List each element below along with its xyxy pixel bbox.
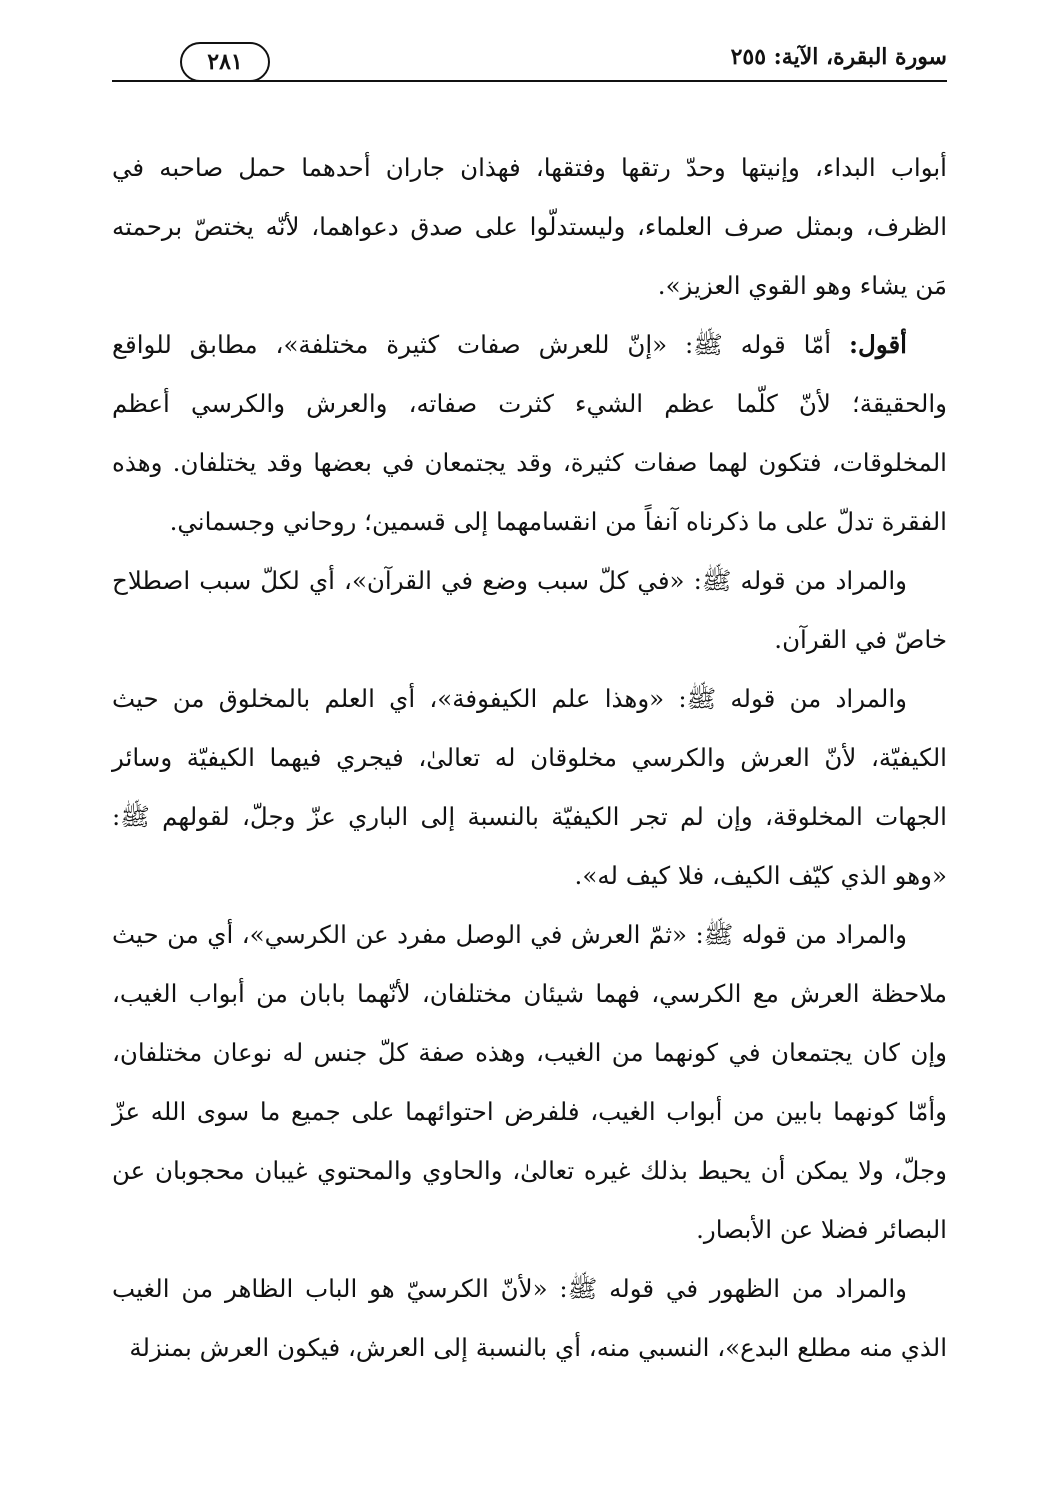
running-title: سورة البقرة، الآية: ٢٥٥ xyxy=(730,44,947,70)
paragraph-text: والمراد من قوله ﷺ: «ثمّ العرش في الوصل مفرد عن الكرسي»، أي من حيث ملاحظة العرش مع الكرسي، فهما شيئان مختلفان، لأنّهما بابان من أبواب الغيب، وإن كان يجتمعان في كونهما من الغيب، وهذه صفة كلّ جنس له نوعان مختلفان، وأمّا كونهما بابين من أبواب الغيب، فلفرض احتوائهما على جميع ما سوى الله عزّ وجلّ، ولا يمكن أن يحيط بذلك غيره تعالىٰ، والحاوي والمحتوي غيبان محجوبان عن البصائر فضلا عن الأبصار. xyxy=(112,920,947,1244)
paragraph-1 xyxy=(112,138,947,315)
paragraph-text: والمراد من الظهور في قوله ﷺ: «لأنّ الكرسيّ هو الباب الظاهر من الغيب الذي منه مطلع البدع»، النسبي منه، أي بالنسبة إلى العرش، فيكون العرش بمنزلة xyxy=(112,1274,947,1362)
page-header xyxy=(112,40,947,90)
paragraph-4 xyxy=(112,669,947,905)
body-text xyxy=(112,138,947,1377)
paragraph-6 xyxy=(112,1259,947,1377)
paragraph-text: أمّا قوله ﷺ: «إنّ للعرش صفات كثيرة مختلفة»، مطابق للواقع والحقيقة؛ لأنّ كلّما عظم الشيء كثرت صفاته، والعرش والكرسي أعظم المخلوقات، فتكون لهما صفات كثيرة، وقد يجتمعان في بعضها وقد يختلفان. وهذه الفقرة تدلّ على ما ذكرناه آنفاً من انقسامهما إلى قسمين؛ روحاني وجسماني. xyxy=(112,330,947,536)
paragraph-lead: أقول: xyxy=(848,330,907,359)
paragraph-text: والمراد من قوله ﷺ: «في كلّ سبب وضع في القرآن»، أي لكلّ سبب اصطلاح خاصّ في القرآن. xyxy=(112,566,947,654)
paragraph-text: والمراد من قوله ﷺ: «وهذا علم الكيفوفة»، أي العلم بالمخلوق من حيث الكيفيّة، لأنّ العرش والكرسي مخلوقان له تعالىٰ، فيجري فيهما الكيفيّة وسائر الجهات المخلوقة، وإن لم تجر الكيفيّة بالنسبة إلى الباري عزّ وجلّ، لقولهم ﷺ: «وهو الذي كيّف الكيف، فلا كيف له». xyxy=(112,684,947,890)
page-number-badge: ٢٨١ xyxy=(180,42,270,82)
paragraph-2 xyxy=(112,315,947,551)
paragraph-text: أبواب البداء، وإنيتها وحدّ رتقها وفتقها، فهذان جاران أحدهما حمل صاحبه في الظرف، وبمثل صرف العلماء، وليستدلّوا على صدق دعواهما، لأنّه يختصّ برحمته مَن يشاء وهو القوي العزيز». xyxy=(112,153,947,300)
paragraph-3 xyxy=(112,551,947,669)
paragraph-5 xyxy=(112,905,947,1259)
